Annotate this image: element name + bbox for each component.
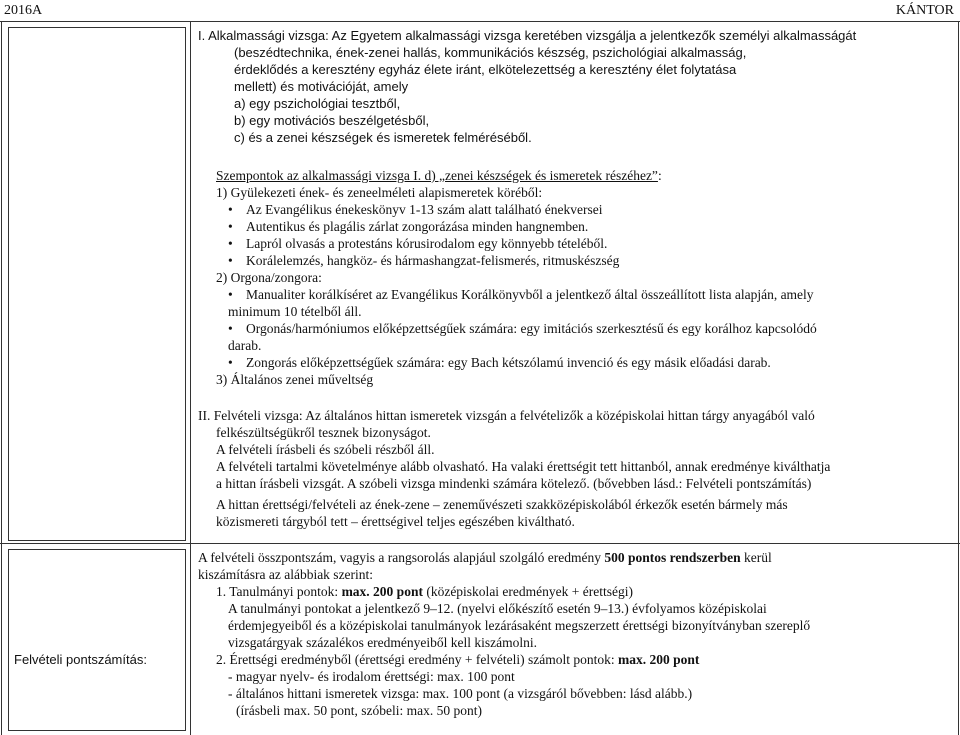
text-span: A felvételi összpontszám, vagyis a rangsorolás alapjául szolgáló eredmény <box>198 550 605 565</box>
emphasis-text: max. 200 pont <box>617 652 700 667</box>
left-cell-box-top <box>8 27 186 541</box>
paragraph-line: II. Felvételi vizsga: Az általános hittan ismeretek vizsgán a felvételizők a középiskolai hittan tárgy anyagából való <box>198 408 815 423</box>
criteria-heading-colon: : <box>657 168 662 183</box>
list-item: b) egy motivációs beszélgetésből, <box>234 113 430 128</box>
bullet-continuation: darab. <box>228 338 262 353</box>
bullet-item: • Orgonás/harmóniumos előképzettségűek számára: egy imitációs szerkesztésű és egy korálhoz kapcsolódó <box>198 320 946 337</box>
header-program: KÁNTOR <box>895 3 954 18</box>
text-span: 1. Tanulmányi pontok: <box>216 584 342 599</box>
paragraph-line: felkészültségükről tesznek bizonyságot. <box>216 425 431 440</box>
numbered-item <box>198 651 946 668</box>
text-span: (középiskolai eredmények + érettségi) <box>422 584 633 599</box>
paragraph-line: érdemjegyeiből és a középiskolai tanulmányok lezárásaként megszerzett érettségi bizonyítványban szereplő <box>228 618 811 633</box>
paragraph-line: A hittan érettségi/felvételi az ének-zene – zeneművészeti szakközépiskolából érkezők esetén bármely más <box>216 497 788 512</box>
column-divider <box>190 21 191 735</box>
paragraph-line: I. Alkalmassági vizsga: Az Egyetem alkalmassági vizsga keretében vizsgálja a jelentkezők személyi alkalmasságát <box>198 28 857 43</box>
paragraph-line: mellett) és motivációját, amely <box>234 79 409 94</box>
criteria-section <box>198 167 946 388</box>
paragraph-line: - magyar nyelv- és irodalom érettségi: max. 100 pont <box>228 669 515 684</box>
criteria-heading-text: Szempontok az alkalmassági vizsga I. d) „zenei készségek és ismeretek részéhez” <box>216 168 658 183</box>
paragraph-line: A felvételi írásbeli és szóbeli részből áll. <box>216 442 435 457</box>
paragraph-line: A tanulmányi pontokat a jelentkező 9–12. (nyelvi előkészítő esetén 9–13.) évfolyamos középiskolai <box>228 601 767 616</box>
paragraph-line: (beszédtechnika, ének-zenei hallás, kommunikációs készség, pszichológiai alkalmasság, <box>234 45 747 60</box>
left-cell-box-bottom <box>8 549 186 731</box>
table-top-border <box>0 21 960 22</box>
side-label: Felvételi pontszámítás: <box>14 652 147 667</box>
text-span: kerül <box>740 550 772 565</box>
row-divider <box>0 543 960 544</box>
paragraph-line: (írásbeli max. 50 pont, szóbeli: max. 50 pont) <box>236 703 482 718</box>
numbered-item: 1) Gyülekezeti ének- és zeneelméleti alapismeretek köréből: <box>216 185 543 200</box>
emphasis-text: max. 200 pont <box>341 584 423 599</box>
bullet-item: • Lapról olvasás a protestáns kórusirodalom egy könnyebb tételéből. <box>198 235 946 252</box>
paragraph-line: vizsgatárgyak százalékos eredményeiből kell kiszámolni. <box>228 635 538 650</box>
right-border <box>958 21 959 735</box>
paragraph-line: kiszámításra az alábbiak szerint: <box>198 567 374 582</box>
entrance-exam-section <box>198 407 946 530</box>
paragraph-line: a hittan írásbeli vizsgát. A szóbeli vizsga mindenki számára kötelező. (bővebben lásd.: Felvételi pontszámítás) <box>216 476 812 491</box>
content-table <box>0 21 960 735</box>
bullet-item: • Autentikus és plagális zárlat zongorázása minden hangnemben. <box>198 218 946 235</box>
bullet-item: • Manualiter korálkíséret az Evangélikus Korálkönyvből a jelentkező által összeállított lista alapján, amely <box>198 286 946 303</box>
score-calculation-section <box>198 549 946 719</box>
emphasis-text: 500 pontos rendszerben <box>604 550 741 565</box>
paragraph-line <box>198 549 946 566</box>
paragraph-line: érdeklődés a keresztény egyház élete iránt, elkötelezettség a keresztény élet folytatása <box>234 62 737 77</box>
list-item: a) egy pszichológiai tesztből, <box>234 96 401 111</box>
bullet-item: • Korálelemzés, hangköz- és hármashangzat-felismerés, ritmuskészség <box>198 252 946 269</box>
paragraph-line: A felvételi tartalmi követelménye alább olvasható. Ha valaki érettségit tett hittanból, annak eredménye kiválthatja <box>216 459 831 474</box>
numbered-item <box>198 583 946 600</box>
text-span: 2. Érettségi eredményből (érettségi eredmény + felvételi) számolt pontok: <box>216 652 618 667</box>
criteria-heading <box>198 167 946 184</box>
page-header <box>0 2 960 20</box>
numbered-item: 2) Orgona/zongora: <box>216 270 322 285</box>
numbered-item: 3) Általános zenei műveltség <box>216 372 374 387</box>
bullet-item: • Zongorás előképzettségűek számára: egy Bach kétszólamú invenció és egy másik előadási darab. <box>198 354 946 371</box>
aptitude-exam-section <box>198 27 946 146</box>
left-border <box>1 21 2 735</box>
paragraph-line: közismereti tárgyból tett – érettségivel teljes egészében kiváltható. <box>216 514 575 529</box>
bullet-item: • Az Evangélikus énekeskönyv 1-13 szám alatt található énekversei <box>198 201 946 218</box>
list-item: c) és a zenei készségek és ismeretek felméréséből. <box>234 130 532 145</box>
header-year: 2016A <box>4 3 43 18</box>
bullet-continuation: minimum 10 tételből áll. <box>228 304 362 319</box>
paragraph-line: - általános hittani ismeretek vizsga: max. 100 pont (a vizsgáról bővebben: lásd alább.) <box>228 686 693 701</box>
